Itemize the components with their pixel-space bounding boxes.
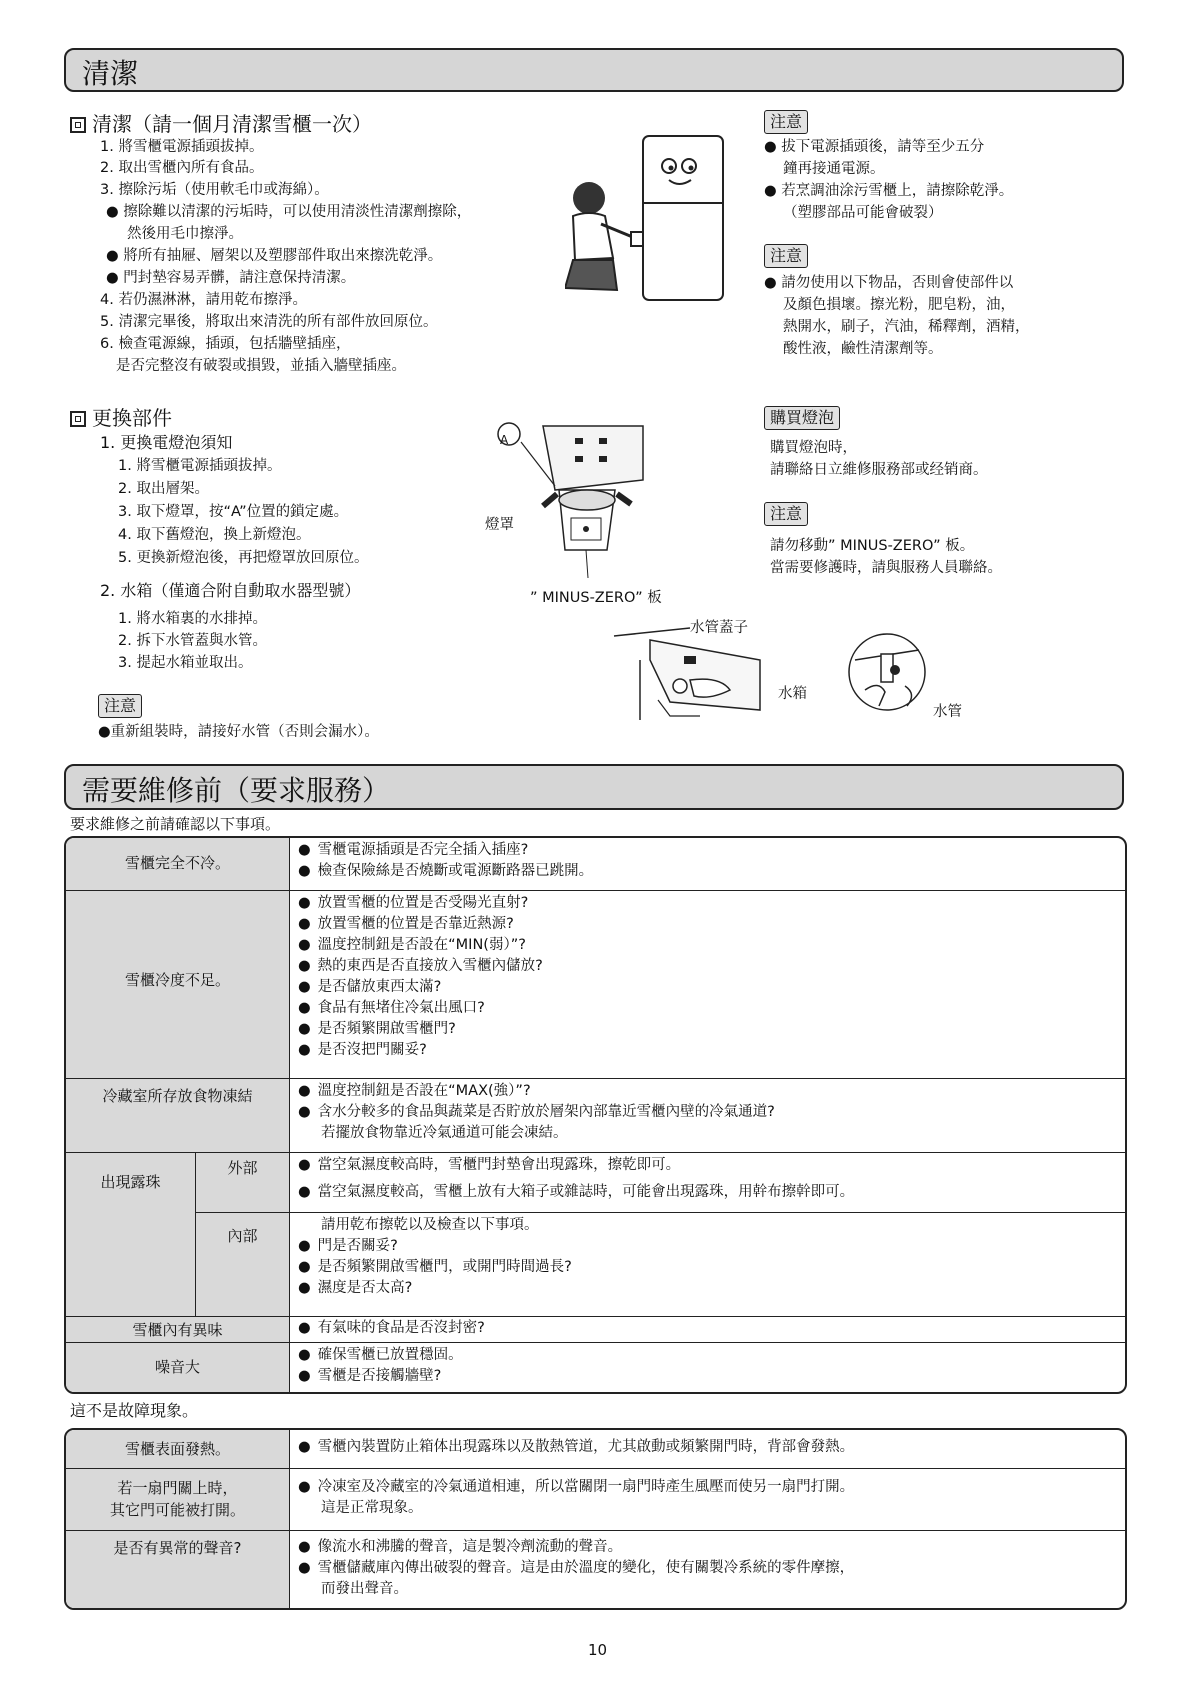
row-label: 冷藏室所存放食物凍結 xyxy=(102,1087,253,1105)
note-line: 請勿移動” MINUS-ZERO” 板。 xyxy=(770,538,975,554)
row-sublabel: 外部 xyxy=(227,1159,258,1177)
note-line: ● 若烹調油涂污雪櫃上，請擦除乾淨。 xyxy=(764,183,1014,199)
step: 1. 將雪櫃電源插頭拔掉。 xyxy=(100,139,264,155)
page-number: 10 xyxy=(588,1641,608,1659)
table-row xyxy=(66,1430,1125,1468)
row-line: 而發出聲音。 xyxy=(321,1581,408,1597)
row-label: 雪櫃冷度不足。 xyxy=(124,971,230,989)
row-line: ● 當空氣濕度較高，雪櫃上放有大箱子或雜誌時，可能會出現露珠，用幹布擦幹即可。 xyxy=(298,1182,1125,1203)
lamp-cover-illustration xyxy=(495,420,665,590)
normal-phenomena-table xyxy=(64,1428,1127,1610)
row-line: ● 冷凍室及冷藏室的冷氣通道相連，所以當關閉一扇門時產生風壓而使另一扇門打開。 xyxy=(298,1477,1125,1498)
bulb-step: 2. 取出層架。 xyxy=(118,481,209,497)
label-tank: 水箱 xyxy=(778,686,807,702)
row-sublabel: 內部 xyxy=(227,1227,258,1245)
note-tag: 注意 xyxy=(764,502,808,526)
note-line: 鐘再接通電源。 xyxy=(783,161,885,177)
row-line: ● 放置雪櫃的位置是否靠近熱源? xyxy=(298,914,1125,935)
row-line: ● 當空氣濕度較高時，雪櫃門封墊會出現露珠，擦乾即可。 xyxy=(298,1155,1125,1176)
step: 然後用毛巾擦淨。 xyxy=(127,226,243,242)
parts-subtitle: 更換部件 xyxy=(70,402,172,431)
step: 6. 檢查電源線，插頭，包括牆壁插座， xyxy=(100,336,351,352)
label-pipe-cover: 水管蓋子 xyxy=(690,620,748,636)
section-banner-service xyxy=(64,764,1124,810)
row-line: 請用乾布擦乾以及檢查以下事項。 xyxy=(321,1217,539,1233)
note-line: 及顏色損壞。擦光粉，肥皂粉，油， xyxy=(783,297,1015,313)
table-row xyxy=(66,1468,1125,1530)
bulb-step: 3. 取下燈罩，按“A”位置的鎖定處。 xyxy=(118,504,349,520)
row-line: 這是正常現象。 xyxy=(321,1500,423,1516)
note-tag: 注意 xyxy=(98,694,142,718)
step: 3. 擦除污垢（使用軟毛巾或海綿）。 xyxy=(100,182,329,198)
row-line: ● 溫度控制鈕是否設在“MIN(弱）”? xyxy=(298,935,1125,956)
fridge-cleaning-illustration xyxy=(565,128,745,308)
row-line: ● 雪櫃儲藏庫內傳出破裂的聲音。這是由於溫度的變化，使有關製冷系統的零件摩擦， xyxy=(298,1558,1125,1579)
step: 2. 取出雪櫃內所有食品。 xyxy=(100,160,264,176)
label-minus-zero: ” MINUS-ZERO” 板 xyxy=(530,590,662,606)
step: ● 將所有抽屜、層架以及塑膠部件取出來擦洗乾淨。 xyxy=(106,248,443,264)
label-pipe: 水管 xyxy=(933,704,962,720)
square-icon xyxy=(70,411,86,427)
label-a: A xyxy=(500,433,509,447)
table-row xyxy=(66,1152,1125,1316)
row-label: 雪櫃完全不冷。 xyxy=(124,854,230,872)
row-label: 噪音大 xyxy=(154,1358,200,1376)
buy-bulb-tag: 購買燈泡 xyxy=(764,406,840,430)
bulb-step: 5. 更換新燈泡後，再把燈罩放回原位。 xyxy=(118,550,369,566)
water-pipe-detail-illustration xyxy=(845,630,935,720)
note-line: （塑膠部品可能會破裂） xyxy=(783,205,943,221)
row-label: 雪櫃表面發熱。 xyxy=(124,1440,230,1458)
troubleshooting-table xyxy=(64,836,1127,1394)
square-icon xyxy=(70,117,86,133)
tank-step: 2. 拆下水管蓋與水管。 xyxy=(118,633,267,649)
buy-line: 購買燈泡時， xyxy=(770,440,857,456)
row-line: ● 確保雪櫃已放置穩固。 xyxy=(298,1345,1125,1366)
row-line: ● 是否頻繁開啟雪櫃門，或開門時間過長? xyxy=(298,1257,1125,1278)
note-line: ● 拔下電源插頭後，請等至少五分 xyxy=(764,139,985,155)
row-line: ● 雪櫃電源插頭是否完全插入插座? xyxy=(298,840,1125,861)
row-line: ● 雪櫃是否接觸牆壁? xyxy=(298,1366,1125,1387)
row-line: ● 放置雪櫃的位置是否受陽光直射? xyxy=(298,893,1125,914)
row-line: ● 濕度是否太高? xyxy=(298,1278,1125,1299)
step: 5. 清潔完畢後，將取出來清洗的所有部件放回原位。 xyxy=(100,314,438,330)
row-line: ● 溫度控制鈕是否設在“MAX(強）”? xyxy=(298,1081,1125,1102)
row-label: 是否有異常的聲音? xyxy=(113,1539,242,1557)
not-fault-heading: 這不是故障現象。 xyxy=(70,1401,199,1420)
row-label: 其它門可能被打開。 xyxy=(109,1501,245,1519)
label-lamp-cover: 燈罩 xyxy=(485,517,514,533)
row-line: ● 是否頻繁開啟雪櫃門? xyxy=(298,1019,1125,1040)
table-row xyxy=(66,890,1125,1078)
note-line: ● 請勿使用以下物品，否則會使部件以 xyxy=(764,275,1014,291)
note-line: ●重新組裝時，請接好水管（否則会漏水）。 xyxy=(98,724,379,740)
section-title: 需要維修前（要求服務） xyxy=(82,774,391,807)
note-line: 酸性液，鹼性清潔劑等。 xyxy=(783,341,943,357)
row-line: ● 有氣味的食品是否沒封密? xyxy=(298,1318,1125,1339)
section-title: 清潔 xyxy=(82,57,139,90)
row-line: 若擺放食物靠近冷氣通道可能会凍結。 xyxy=(321,1125,568,1141)
bulb-step: 4. 取下舊燈泡，換上新燈泡。 xyxy=(118,527,311,543)
row-label: 出現露珠 xyxy=(100,1173,161,1191)
table-row xyxy=(66,1342,1125,1394)
tank-step: 3. 提起水箱並取出。 xyxy=(118,655,253,671)
row-line: ● 含水分較多的食品與蔬菜是否貯放於層架內部靠近雪櫃內壁的冷氣通道? xyxy=(298,1102,1125,1123)
service-intro: 要求維修之前請確認以下事項。 xyxy=(70,815,281,833)
note-line: 熱開水，刷子，汽油，稀釋劑，酒精， xyxy=(783,319,1030,335)
row-label: 雪櫃內有異味 xyxy=(132,1321,223,1339)
row-line: ● 食品有無堵住冷氣出風口? xyxy=(298,998,1125,1019)
bulb-title: 1. 更換電燈泡須知 xyxy=(100,433,233,452)
row-line: ● 雪櫃內裝置防止箱体出現露珠以及散熱管道，尤其啟動或頻繁開門時，背部會發熱。 xyxy=(298,1437,1125,1458)
note-tag: 注意 xyxy=(764,110,808,134)
section-banner-cleaning xyxy=(64,48,1124,92)
row-line: ● 是否沒把門關妥? xyxy=(298,1040,1125,1061)
cleaning-subtitle: 清潔（請一個月清潔雪櫃一次） xyxy=(70,108,372,137)
note-line: 當需要修護時，請與服務人員聯絡。 xyxy=(770,560,1002,576)
table-row xyxy=(66,1316,1125,1342)
table-row xyxy=(66,1530,1125,1610)
row-line: ● 像流水和沸騰的聲音，這是製冷劑流動的聲音。 xyxy=(298,1537,1125,1558)
bulb-step: 1. 將雪櫃電源插頭拔掉。 xyxy=(118,458,282,474)
step: 4. 若仍濕淋淋，請用乾布擦淨。 xyxy=(100,292,307,308)
step: ● 擦除難以清潔的污垢時，可以使用清淡性清潔劑擦除， xyxy=(106,204,472,220)
row-line: ● 是否儲放東西太滿? xyxy=(298,977,1125,998)
row-line: ● 門是否關妥? xyxy=(298,1236,1125,1257)
table-row xyxy=(66,1078,1125,1152)
row-line: ● 熱的東西是否直接放入雪櫃內儲放? xyxy=(298,956,1125,977)
note-tag: 注意 xyxy=(764,244,808,268)
row-label: 若一扇門關上時， xyxy=(117,1479,238,1497)
row-line: ● 檢查保險絲是否燒斷或電源斷路器已跳開。 xyxy=(298,861,1125,882)
table-row xyxy=(66,838,1125,890)
step: 是否完整沒有破裂或損毀，並插入牆壁插座。 xyxy=(116,358,406,374)
step: ● 門封墊容易弄髒，請注意保持清潔。 xyxy=(106,270,356,286)
buy-line: 請聯絡日立維修服務部或经销商。 xyxy=(770,462,988,478)
tank-step: 1. 將水箱裏的水排掉。 xyxy=(118,611,267,627)
tank-title: 2. 水箱（僅適合附自動取水器型號） xyxy=(100,581,361,600)
